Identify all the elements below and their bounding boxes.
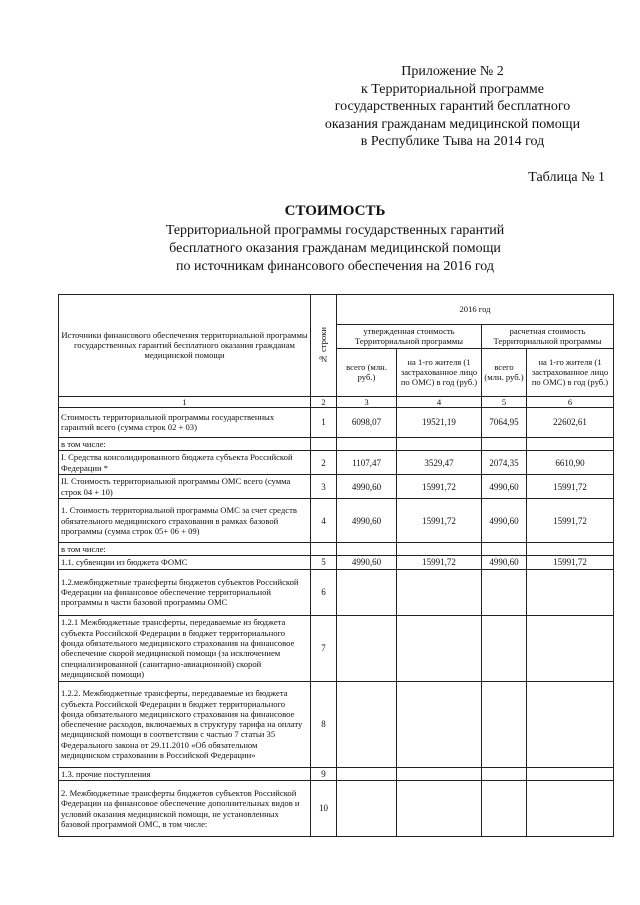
value-approved-total: [337, 681, 397, 767]
row-number: [311, 437, 337, 450]
value-approved-total: 6098,07: [337, 407, 397, 437]
value-approved-per-capita: [397, 437, 482, 450]
value-approved-per-capita: [397, 569, 482, 615]
document-heading: [60, 202, 610, 276]
table-row: [59, 475, 614, 499]
value-calc-total: 2074,35: [482, 451, 527, 475]
value-calc-per-capita: [527, 681, 614, 767]
value-calc-total: 4990,60: [482, 499, 527, 543]
row-number: 2: [311, 451, 337, 475]
appendix-line: к Территориальной программе: [360, 81, 545, 97]
table-row: [59, 556, 614, 569]
value-calc-per-capita: [527, 569, 614, 615]
table-row: [59, 499, 614, 543]
row-label: 1.2.2. Межбюджетные трансферты, передаваемые из бюджета субъекта Российской Федерации в бюджет территориального фонда обязательного медицинского страхования на финансовое обеспечение расходов, включаемых в структуру тарифа на оплату медицинской помощи в соответствии с частью 7 статьи 35 Федерального закона от 29.11.2010 «Об обязательном медицинском страховании в Российской Федерации»: [59, 681, 311, 767]
value-approved-total: [337, 615, 397, 681]
value-calc-per-capita: [527, 543, 614, 556]
row-number: 5: [311, 556, 337, 569]
row-label: Стоимость территориальной программы государственных гарантий всего (сумма строк 02 + 03): [59, 407, 311, 437]
table-row: [59, 569, 614, 615]
value-approved-total: [337, 543, 397, 556]
row-number: 7: [311, 615, 337, 681]
value-calc-total: [482, 781, 527, 837]
row-label: 1.1. субвенции из бюджета ФОМС: [59, 556, 311, 569]
value-calc-per-capita: 6610,90: [527, 451, 614, 475]
value-approved-total: [337, 781, 397, 837]
cost-table: [58, 294, 614, 837]
row-label: II. Стоимость территориальной программы ОМС всего (сумма строк 04 + 10): [59, 475, 311, 499]
value-approved-per-capita: [397, 681, 482, 767]
value-approved-per-capita: [397, 615, 482, 681]
header-year: 2016 год: [337, 295, 614, 325]
value-calc-per-capita: 15991,72: [527, 475, 614, 499]
header-total-calc: всего (млн. руб.): [482, 348, 527, 396]
value-calc-per-capita: [527, 615, 614, 681]
header-per-capita: на 1-го жителя (1 застрахованное лицо по ОМС) в год (руб.): [397, 348, 482, 396]
heading-line: Территориальной программы государственных гарантий: [165, 223, 505, 238]
value-approved-total: [337, 437, 397, 450]
appendix-caption: [300, 63, 605, 151]
value-calc-per-capita: [527, 781, 614, 837]
table-row: [59, 437, 614, 450]
heading-line: по источникам финансового обеспечения на 2016 год: [176, 259, 494, 274]
value-calc-per-capita: 22602,61: [527, 407, 614, 437]
row-number: 9: [311, 767, 337, 780]
value-calc-total: 4990,60: [482, 475, 527, 499]
header-row-number: [311, 295, 337, 397]
value-calc-per-capita: [527, 437, 614, 450]
row-number: 3: [311, 475, 337, 499]
row-label: 1.2.1 Межбюджетные трансферты, передаваемые из бюджета субъекта Российской Федерации в бюджет территориального фонда обязательного медицинского страхования на финансовое обеспечение скорой медицинской помощи (за исключением специализированной (санитарно-авиационной) скорой медицинской помощи): [59, 615, 311, 681]
table-row: [59, 615, 614, 681]
row-label: 1. Стоимость территориальной программы ОМС за счет средств обязательного медицинского страхования в рамках базовой программы (сумма строк 05+ 06 + 09): [59, 499, 311, 543]
appendix-line: Приложение № 2: [401, 64, 504, 79]
value-approved-per-capita: [397, 767, 482, 780]
value-approved-per-capita: [397, 781, 482, 837]
table-row: [59, 543, 614, 556]
row-label: 1.3. прочие поступления: [59, 767, 311, 780]
value-calc-total: 4990,60: [482, 556, 527, 569]
table-row: [59, 451, 614, 475]
value-approved-total: [337, 569, 397, 615]
column-index-row: [59, 396, 614, 407]
header-row-number-text: № строки: [318, 326, 329, 364]
value-approved-per-capita: 15991,72: [397, 556, 482, 569]
header-approved: утвержденная стоимость Территориальной программы: [337, 325, 482, 349]
value-approved-total: 4990,60: [337, 475, 397, 499]
value-calc-total: [482, 681, 527, 767]
column-index: 1: [59, 396, 311, 407]
header-row-year: [59, 295, 614, 325]
value-approved-total: 1107,47: [337, 451, 397, 475]
row-label: 1.2.межбюджетные трансферты бюджетов субъектов Российской Федерации на финансовое обеспечение территориальной программы в части базовой программы ОМС: [59, 569, 311, 615]
column-index: 4: [397, 396, 482, 407]
value-calc-total: [482, 569, 527, 615]
header-source: Источники финансового обеспечения территориальной программы государственных гарантий бесплатного оказания гражданам медицинской помощи: [59, 295, 311, 397]
column-index: 2: [311, 396, 337, 407]
table-row: [59, 407, 614, 437]
row-label: I. Средства консолидированного бюджета субъекта Российской Федерации *: [59, 451, 311, 475]
value-calc-total: [482, 767, 527, 780]
value-calc-total: [482, 543, 527, 556]
row-number: 6: [311, 569, 337, 615]
row-label: в том числе:: [59, 437, 311, 450]
heading-title: СТОИМОСТЬ: [284, 203, 386, 219]
table-row: [59, 781, 614, 837]
value-calc-per-capita: 15991,72: [527, 499, 614, 543]
header-calculated: расчетная стоимость Территориальной программы: [482, 325, 614, 349]
value-approved-per-capita: 15991,72: [397, 475, 482, 499]
value-calc-per-capita: [527, 767, 614, 780]
row-number: 4: [311, 499, 337, 543]
row-label: в том числе:: [59, 543, 311, 556]
heading-line: бесплатного оказания гражданам медицинской помощи: [169, 241, 501, 256]
row-number: [311, 543, 337, 556]
value-approved-per-capita: [397, 543, 482, 556]
appendix-line: в Республике Тыва на 2014 год: [360, 134, 545, 149]
row-number: 8: [311, 681, 337, 767]
column-index: 6: [527, 396, 614, 407]
value-approved-total: 4990,60: [337, 499, 397, 543]
value-approved-per-capita: 19521,19: [397, 407, 482, 437]
row-label: 2. Межбюджетные трансферты бюджетов субъектов Российской Федерации на финансовое обеспечение дополнительных видов и условий оказания медицинской помощи, не установленных базовой программой ОМС, в том числе:: [59, 781, 311, 837]
header-total: всего (млн. руб.): [337, 348, 397, 396]
row-number: 1: [311, 407, 337, 437]
value-calc-total: 7064,95: [482, 407, 527, 437]
value-calc-total: [482, 615, 527, 681]
appendix-line: государственных гарантий бесплатного: [334, 99, 571, 114]
value-calc-per-capita: 15991,72: [527, 556, 614, 569]
column-index: 3: [337, 396, 397, 407]
value-approved-per-capita: 3529,47: [397, 451, 482, 475]
row-number: 10: [311, 781, 337, 837]
column-index: 5: [482, 396, 527, 407]
table-row: [59, 681, 614, 767]
appendix-line: оказания гражданам медицинской помощи: [324, 116, 581, 132]
value-approved-total: [337, 767, 397, 780]
value-approved-total: 4990,60: [337, 556, 397, 569]
value-approved-per-capita: 15991,72: [397, 499, 482, 543]
table-row: [59, 767, 614, 780]
value-calc-total: [482, 437, 527, 450]
header-per-capita-calc: на 1-го жителя (1 застрахованное лицо по ОМС) в год (руб.): [527, 348, 614, 396]
table-label: Таблица № 1: [528, 170, 605, 185]
